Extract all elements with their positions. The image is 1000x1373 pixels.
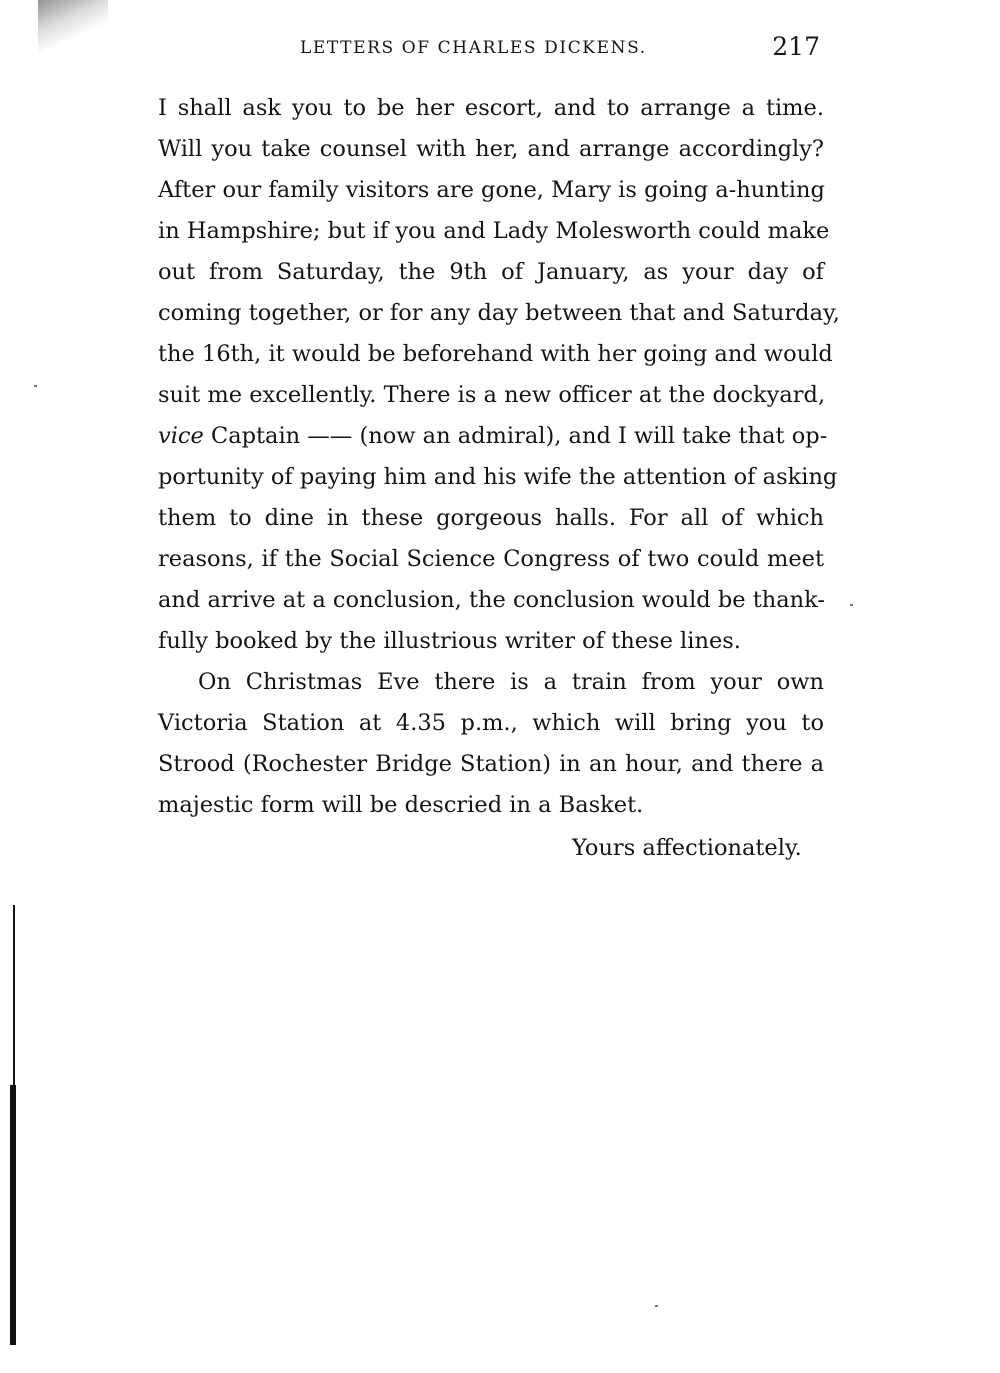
scan-smudge [38, 0, 108, 60]
text-line: majestic form will be descried in a Basket. [158, 792, 644, 818]
running-title: LETTERS OF CHARLES DICKENS. [300, 38, 647, 58]
text-line: I shall ask you to be her escort, and to arrange a time. [158, 95, 824, 121]
text-line [158, 416, 828, 457]
text-line: Victoria Station at 4.35 p.m., which will bring you to [158, 710, 824, 736]
letter-body [158, 88, 840, 826]
text-line: the 16th, it would be beforehand with her going and would [158, 341, 833, 367]
text-line: out from Saturday, the 9th of January, as your day of [158, 259, 824, 285]
scan-spine-edge-lower [10, 1085, 16, 1345]
text-line: After our family visitors are gone, Mary is going a-hunting [158, 177, 825, 203]
text-line: Strood (Rochester Bridge Station) in an hour, and there a [158, 751, 824, 777]
scan-spine-edge [13, 905, 15, 1085]
scan-speck [655, 1305, 658, 1307]
scan-speck [850, 604, 853, 606]
running-head [300, 32, 820, 62]
closing-salutation: Yours affectionately. [572, 835, 802, 861]
text-line: coming together, or for any day between that and Saturday, [158, 300, 840, 326]
text-line: fully booked by the illustrious writer of these lines. [158, 628, 741, 654]
text-line: portunity of paying him and his wife the attention of asking [158, 464, 838, 490]
text-line-rest: Captain —— (now an admiral), and I will take that op- [203, 423, 828, 449]
text-line: in Hampshire; but if you and Lady Molesworth could make [158, 218, 830, 244]
scan-speck [34, 385, 37, 387]
text-line: and arrive at a conclusion, the conclusion would be thank- [158, 587, 826, 613]
italic-word: vice [158, 423, 204, 449]
text-line: reasons, if the Social Science Congress of two could meet [158, 546, 824, 572]
text-line: suit me excellently. There is a new officer at the dockyard, [158, 382, 826, 408]
text-line: Will you take counsel with her, and arrange accordingly? [158, 136, 824, 162]
text-line: On Christmas Eve there is a train from your own [198, 669, 824, 695]
text-line: them to dine in these gorgeous halls. For all of which [158, 505, 824, 531]
page-number: 217 [772, 32, 820, 61]
